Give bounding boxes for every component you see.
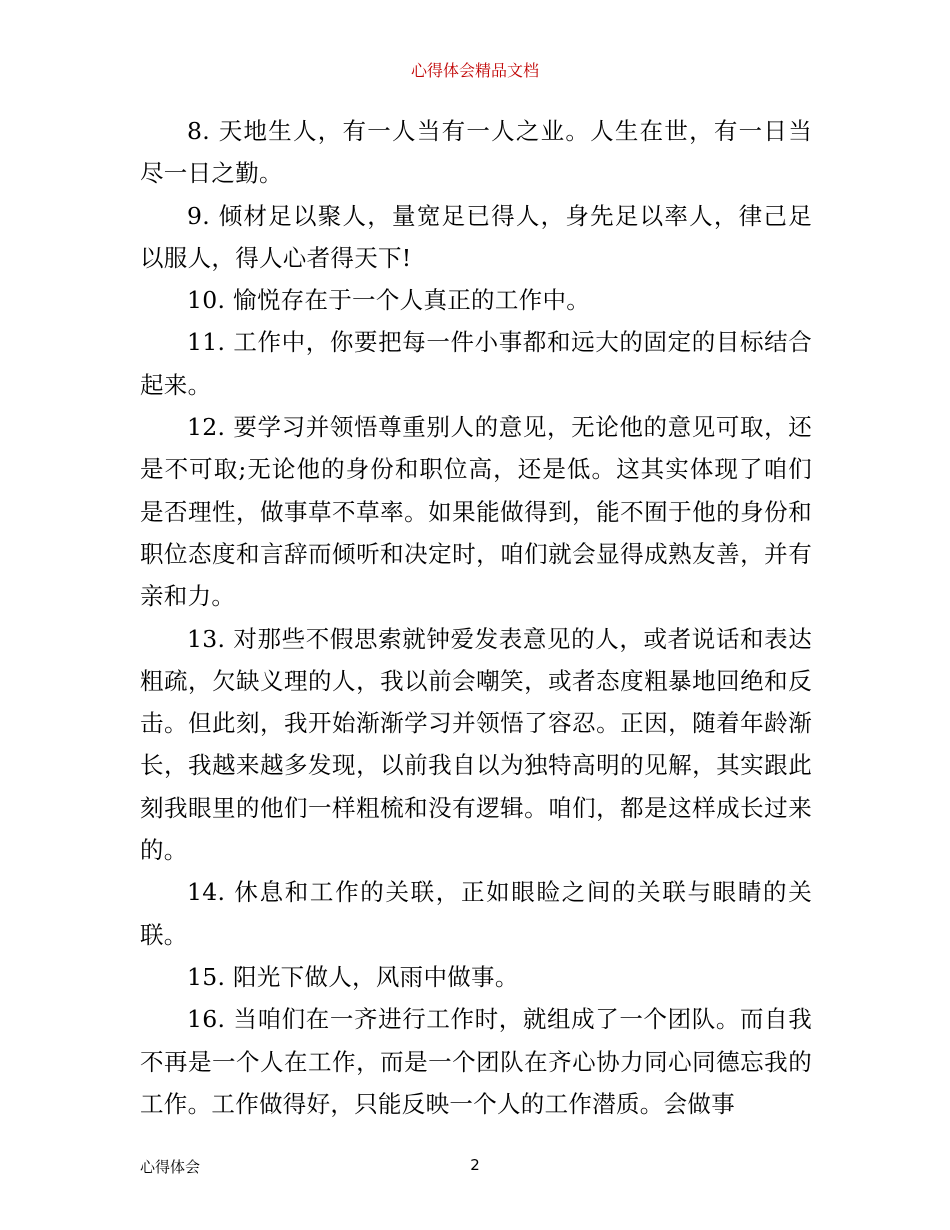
paragraph-13: 13. 对那些不假思索就钟爱发表意见的人，或者说话和表达粗疏，欠缺义理的人，我以前会嘲笑，或者态度粗暴地回绝和反击。但此刻，我开始渐渐学习并领悟了容忍。正因，随着年龄渐长，我越来越多发现，以前我自以为独特高明的见解，其实跟此刻我眼里的他们一样粗梳和没有逻辑。咱们，都是这样成长过来的。	[140, 624, 812, 865]
document-body	[140, 110, 812, 1125]
paragraph-14: 14. 休息和工作的关联，正如眼睑之间的关联与眼睛的关联。	[140, 878, 812, 949]
page-number: 2	[470, 1156, 480, 1174]
paragraph-15: 15. 阳光下做人，风雨中做事。	[187, 962, 519, 991]
paragraph-16: 16. 当咱们在一齐进行工作时，就组成了一个团队。而自我不再是一个人在工作，而是一个团队在齐心协力同心同德忘我的工作。工作做得好，只能反映一个人的工作潜质。会做事	[140, 1005, 812, 1118]
page-header-title: 心得体会精品文档	[410, 61, 539, 80]
paragraph-11: 11. 工作中，你要把每一件小事都和远大的固定的目标结合起来。	[140, 328, 812, 399]
paragraph-9: 9. 倾材足以聚人，量宽足已得人，身先足以率人，律己足以服人，得人心者得天下!	[140, 201, 812, 272]
footer-label: 心得体会	[140, 1158, 201, 1176]
paragraph-12: 12. 要学习并领悟尊重别人的意见，无论他的意见可取，还是不可取;无论他的身份和职位高，还是低。这其实体现了咱们是否理性，做事草不草率。如果能做得到，能不囿于他的身份和职位态度和言辞而倾听和决定时，咱们就会显得成熟友善，并有亲和力。	[140, 413, 812, 611]
paragraph-10: 10. 愉悦存在于一个人真正的工作中。	[187, 286, 591, 315]
paragraph-8: 8. 天地生人，有一人当有一人之业。人生在世，有一日当尽一日之勤。	[140, 117, 812, 188]
